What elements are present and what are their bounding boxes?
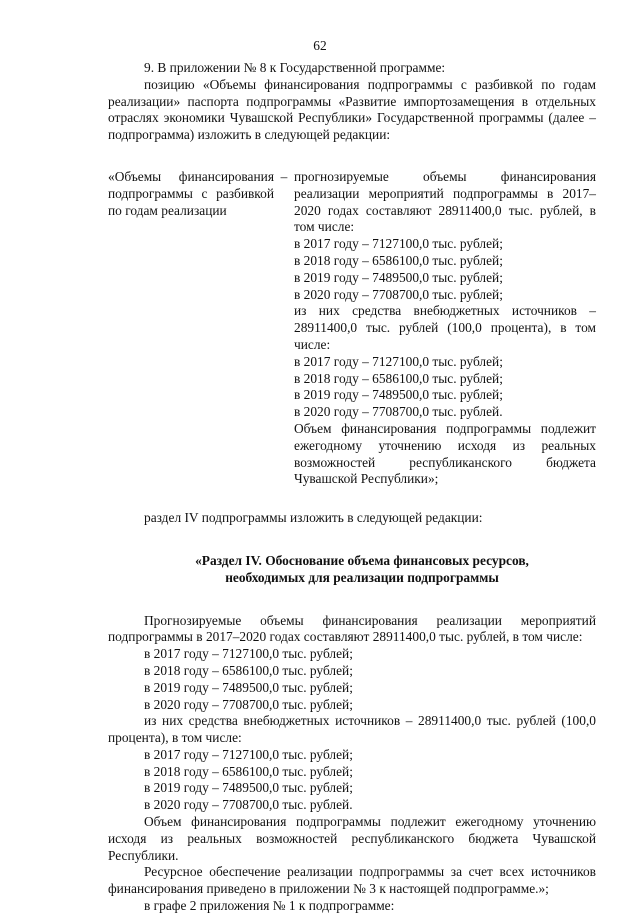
section-funding-year: в 2017 году – 7127100,0 тыс. рублей;	[144, 646, 353, 662]
extrabudget-year: в 2019 году – 7489500,0 тыс. рублей;	[294, 387, 503, 403]
amendment-point: 9. В приложении № 8 к Государственной программе:	[144, 60, 446, 75]
funding-year: в 2018 году – 6586100,0 тыс. рублей;	[294, 252, 503, 268]
table-left-cell: «Объемы финансирования подпрограммы с разбивкой по годам реализации	[108, 168, 274, 218]
section-title-line: «Раздел IV. Обоснование объема финансовых ресурсов,	[195, 552, 529, 568]
section-funding-note: Объем финансирования подпрограммы подлежит ежегодному уточнению исходя из реальных возможностей республиканского бюджета Чувашской Республики.	[108, 814, 596, 863]
section-title-line: необходимых для реализации подпрограммы	[225, 569, 499, 585]
section-extrabudget-total: из них средства внебюджетных источников – 28911400,0 тыс. рублей (100,0 процента), в том числе:	[108, 713, 596, 746]
amendment-instruction: позицию «Объемы финансирования подпрограммы с разбивкой по годам реализации» паспорта подпрограммы «Развитие импортозамещения в отдельных отраслях экономики Чувашской Республики» Государственной программы (далее – подпрограмма) изложить в следующей редакции:	[108, 76, 596, 143]
extrabudget-total: из них средства внебюджетных источников – 28911400,0 тыс. рублей (100,0 процента), в том числе:	[294, 303, 596, 352]
section-extrabudget-year: в 2020 году – 7708700,0 тыс. рублей.	[144, 797, 353, 813]
funding-year: в 2019 году – 7489500,0 тыс. рублей;	[294, 269, 503, 285]
section-extrabudget-year: в 2017 году – 7127100,0 тыс. рублей;	[144, 746, 353, 762]
funding-total: прогнозируемые объемы финансирования реализации мероприятий подпрограммы в 2017–2020 годах составляют 28911400,0 тыс. рублей, в том числе:	[294, 168, 596, 235]
section-funding-year: в 2020 году – 7708700,0 тыс. рублей;	[144, 696, 353, 712]
section-instruction: раздел IV подпрограммы изложить в следующей редакции:	[144, 510, 483, 526]
section-funding-year: в 2019 году – 7489500,0 тыс. рублей;	[144, 679, 353, 695]
section-title	[108, 553, 596, 587]
section-extrabudget-year: в 2018 году – 6586100,0 тыс. рублей;	[144, 763, 353, 779]
section-resources: Ресурсное обеспечение реализации подпрограммы за счет всех источников финансирования приведено в приложении № 3 к настоящей подпрограмме.»;	[108, 864, 596, 897]
table-dash: –	[280, 168, 288, 184]
page-number: 62	[313, 38, 327, 53]
funding-year: в 2020 году – 7708700,0 тыс. рублей;	[294, 286, 503, 302]
passport-table	[108, 169, 596, 488]
section-funding-year: в 2018 году – 6586100,0 тыс. рублей;	[144, 662, 353, 678]
section-next-instruction: в графе 2 приложения № 1 к подпрограмме:	[144, 898, 395, 914]
section-funding-total: Прогнозируемые объемы финансирования реализации мероприятий подпрограммы в 2017–2020 годах составляют 28911400,0 тыс. рублей, в том числе:	[108, 612, 596, 645]
funding-note: Объем финансирования подпрограммы подлежит ежегодному уточнению исходя из реальных возможностей республиканского бюджета Чувашской Республики»;	[294, 420, 596, 487]
extrabudget-year: в 2020 году – 7708700,0 тыс. рублей.	[294, 404, 503, 420]
section-extrabudget-year: в 2019 году – 7489500,0 тыс. рублей;	[144, 780, 353, 796]
table-right-cell	[294, 169, 596, 488]
extrabudget-year: в 2018 году – 6586100,0 тыс. рублей;	[294, 370, 503, 386]
funding-year: в 2017 году – 7127100,0 тыс. рублей;	[294, 236, 503, 252]
document-body	[108, 60, 596, 915]
extrabudget-year: в 2017 году – 7127100,0 тыс. рублей;	[294, 353, 503, 369]
